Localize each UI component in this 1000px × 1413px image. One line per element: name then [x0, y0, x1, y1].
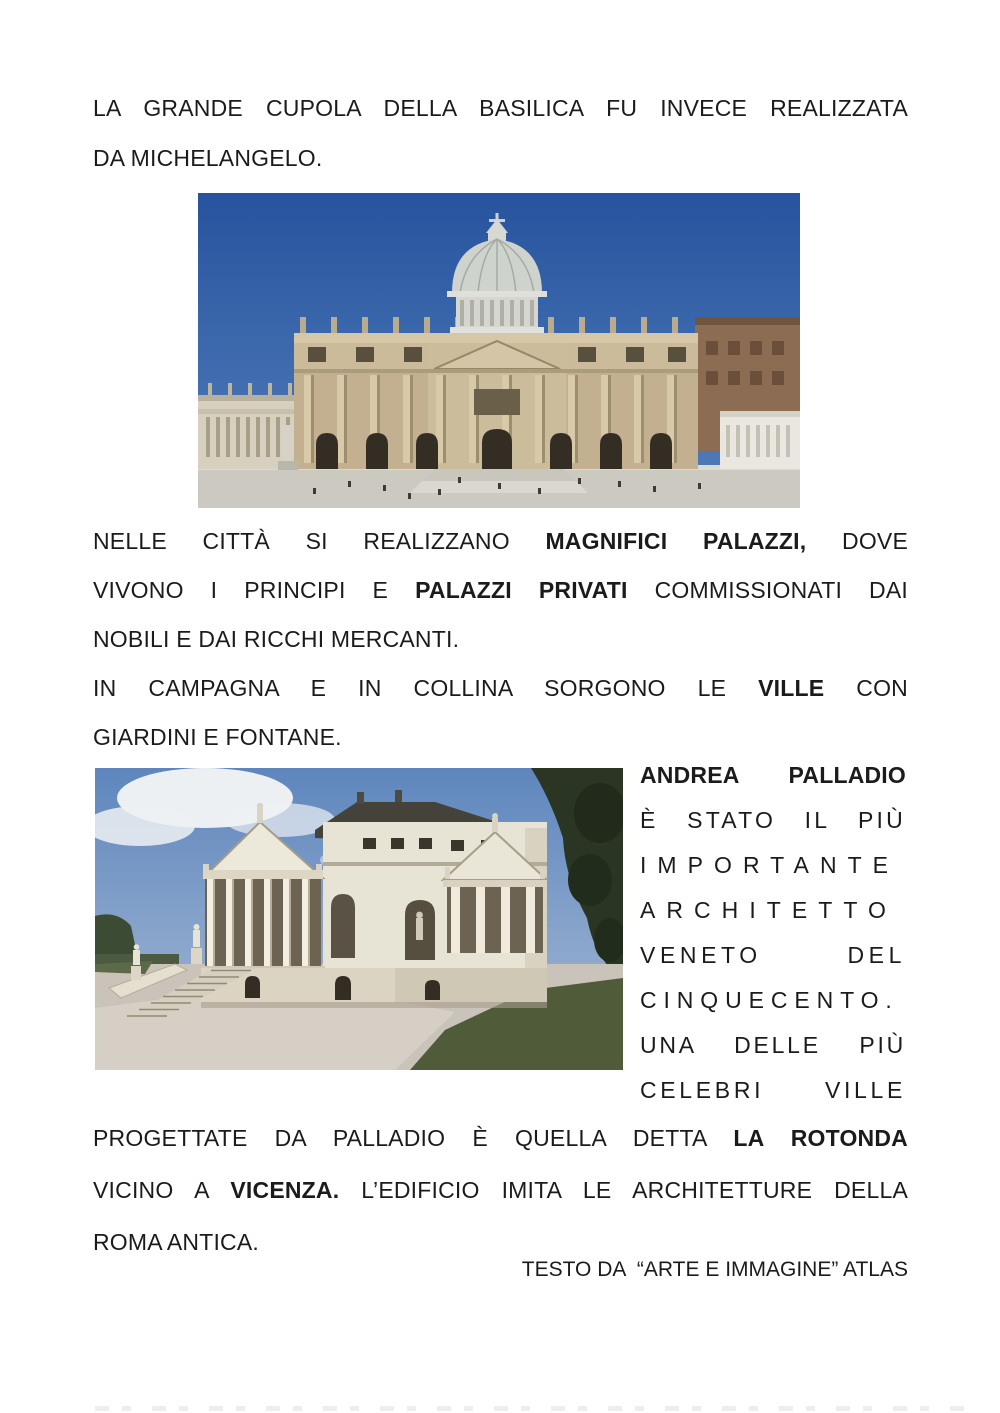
bold-text-run: VICENZA.	[230, 1177, 340, 1203]
text-run: L’EDIFICIO IMITA LE ARCHITETTURE DELLA	[339, 1177, 908, 1203]
paragraph-cupola-michelangelo	[93, 83, 908, 183]
text-line	[640, 843, 906, 888]
text-run: COMMISSIONATI DAI	[627, 577, 908, 603]
text-line	[93, 664, 908, 713]
text-run: UNA DELLE PIÙ	[640, 1032, 906, 1058]
bold-text-run: LA ROTONDA	[733, 1125, 908, 1151]
text-run: GIARDINI E FONTANE.	[93, 724, 342, 750]
text-run: DOVE	[806, 528, 909, 554]
text-line	[640, 1023, 906, 1068]
st-peters-basilica-photo	[198, 193, 800, 508]
text-line	[93, 83, 908, 133]
paragraph-la-rotonda	[93, 1112, 908, 1268]
text-run: ROMA ANTICA.	[93, 1229, 259, 1255]
villa-la-rotonda-photo	[95, 768, 623, 1070]
cutoff-text-remnant	[95, 1406, 970, 1411]
text-run: CINQUECENTO.	[640, 987, 899, 1013]
bold-text-run: PALAZZI PRIVATI	[415, 577, 628, 603]
villa-basement	[201, 968, 547, 1008]
text-run: CON	[824, 675, 908, 701]
plaza-steps	[410, 469, 588, 493]
text-run: VICINO A	[93, 1177, 231, 1203]
text-run: IN CAMPAGNA E IN COLLINA SORGONO LE	[93, 675, 759, 701]
text-run: LA GRANDE CUPOLA DELLA BASILICA FU INVECE REALIZZATA	[93, 95, 908, 121]
basilica-facade	[294, 317, 698, 469]
text-line	[93, 517, 908, 566]
text-run: NELLE CITTÀ SI REALIZZANO	[93, 528, 546, 554]
text-line	[640, 888, 906, 933]
statue-niche	[405, 900, 435, 960]
text-line	[640, 978, 906, 1023]
paragraph-andrea-palladio	[640, 753, 906, 1113]
text-line	[640, 933, 906, 978]
benediction-loggia	[474, 389, 520, 415]
text-run: IMPORTANTE	[640, 852, 900, 878]
text-line	[93, 1164, 908, 1216]
bold-text-run: VILLE	[758, 675, 825, 701]
text-line	[93, 566, 908, 615]
text-line	[93, 615, 908, 664]
left-colonnade	[198, 383, 296, 469]
bold-text-run: ANDREA PALLADIO	[640, 762, 906, 788]
text-line	[93, 1112, 908, 1164]
side-arch	[331, 894, 355, 958]
text-run: ARCHITETTO	[640, 897, 897, 923]
paragraph-palazzi-ville	[93, 517, 908, 762]
text-line	[640, 753, 906, 798]
text-line	[640, 798, 906, 843]
right-palace	[695, 317, 800, 469]
text-run: VIVONO I PRINCIPI E	[93, 577, 416, 603]
text-run: È STATO IL PIÙ	[640, 807, 906, 833]
text-line	[640, 1068, 906, 1113]
text-line	[93, 133, 908, 183]
text-run: DA MICHELANGELO.	[93, 145, 323, 171]
text-run: PROGETTATE DA PALLADIO È QUELLA DETTA	[93, 1125, 734, 1151]
text-run: CELEBRI VILLE	[640, 1077, 906, 1103]
text-run: VENETO DEL	[640, 942, 906, 968]
source-credit: TESTO DA “ARTE E IMMAGINE” ATLAS	[521, 1258, 908, 1281]
bold-text-run: MAGNIFICI PALAZZI,	[545, 528, 807, 554]
text-run: NOBILI E DAI RICCHI MERCANTI.	[93, 626, 460, 652]
